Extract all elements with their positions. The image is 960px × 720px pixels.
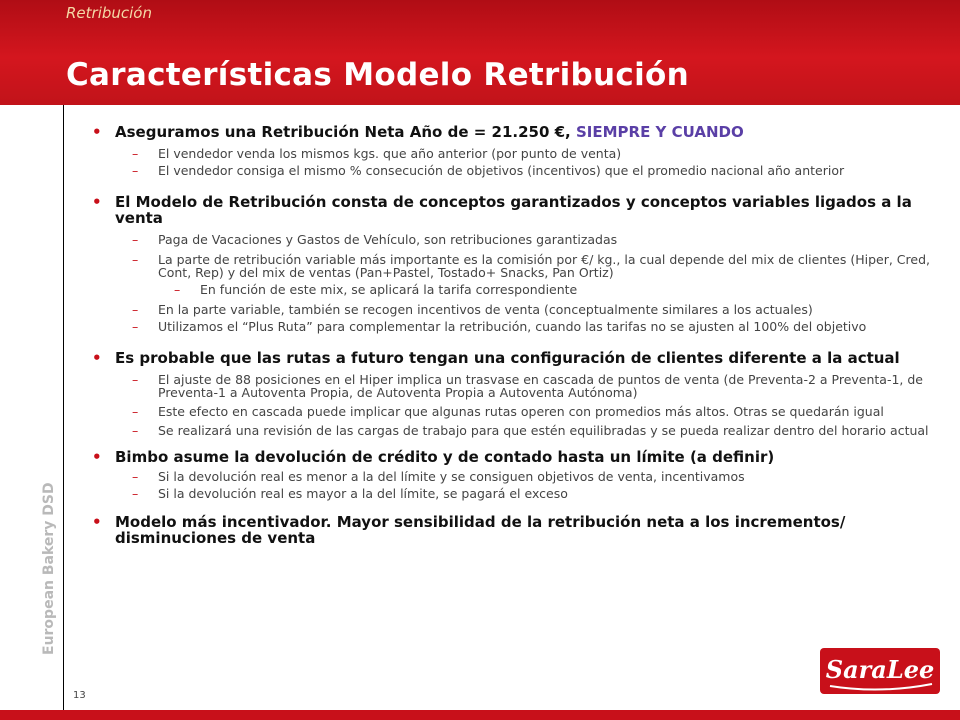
- sub-bullet: [92, 487, 948, 500]
- dash-marker: –: [132, 404, 139, 419]
- dash-marker: –: [132, 146, 139, 161]
- dash-marker: –: [132, 486, 139, 501]
- sub-bullet: [92, 303, 948, 316]
- dash-marker: –: [132, 319, 139, 334]
- dash-marker: –: [132, 423, 139, 438]
- sub-bullet-text: Este efecto en cascada puede implicar que algunas rutas operen con promedios más altos. Otras se quedarán igual: [158, 404, 884, 419]
- sub-bullet-text: En función de este mix, se aplicará la tarifa correspondiente: [200, 282, 578, 297]
- bullet-marker: •: [92, 123, 102, 141]
- sidebar-label: European Bakery DSD: [41, 482, 57, 655]
- bullet-rutas-futuro: [92, 350, 942, 366]
- sub-bullet: [92, 373, 948, 399]
- footer-bar: [0, 710, 960, 720]
- dash-marker: –: [132, 232, 139, 247]
- sub-bullet-text: El vendedor consiga el mismo % consecución de objetivos (incentivos) que el promedio nacional año anterior: [158, 163, 845, 178]
- sub-bullet: [92, 233, 948, 246]
- sub-bullet-text: Si la devolución real es menor a la del límite y se consiguen objetivos de venta, incentivamos: [158, 469, 745, 484]
- sub-bullet-text: El vendedor venda los mismos kgs. que año anterior (por punto de venta): [158, 146, 622, 161]
- bullet-highlight: SIEMPRE Y CUANDO: [575, 123, 744, 141]
- sub-sub-bullet: [92, 283, 940, 296]
- bullet-marker: •: [92, 349, 102, 367]
- sub-bullet-text: Utilizamos el “Plus Ruta” para complementar la retribución, cuando las tarifas no se ajusten al 100% del objetivo: [158, 319, 867, 334]
- sub-bullet: [92, 164, 948, 177]
- dash-marker: –: [132, 302, 139, 317]
- bullet-modelo-retribucion: [92, 194, 942, 226]
- bullet-devolucion: [92, 449, 942, 465]
- sub-bullet-text: Si la devolución real es mayor a la del límite, se pagará el exceso: [158, 486, 568, 501]
- dash-marker: –: [132, 469, 139, 484]
- bullet-text: Es probable que las rutas a futuro tengan una configuración de clientes diferente a la actual: [115, 349, 900, 367]
- dash-marker: –: [132, 372, 139, 387]
- page-number: 13: [73, 690, 86, 701]
- sub-bullet-text: La parte de retribución variable más importante es la comisión por €/ kg., la cual depende del mix de clientes (Hiper, Cred, Cont, Rep) y del mix de ventas (Pan+Pastel, Tostado+ Snacks, Pan Ortiz): [158, 252, 930, 280]
- sidebar-divider: [63, 105, 64, 710]
- dash-marker: –: [132, 252, 139, 267]
- page-title: Características Modelo Retribución: [66, 57, 689, 93]
- dash-marker: –: [174, 282, 181, 297]
- logo-text: SaraLee: [825, 655, 935, 684]
- sub-bullet: [92, 320, 948, 333]
- bullet-text: Aseguramos una Retribución Neta Año de = 21.250 €,: [115, 123, 576, 141]
- sub-bullet-text: Paga de Vacaciones y Gastos de Vehículo, son retribuciones garantizadas: [158, 232, 618, 247]
- sub-bullet: [92, 147, 948, 160]
- bullet-text: Modelo más incentivador. Mayor sensibilidad de la retribución neta a los incrementos/ disminuciones de venta: [115, 513, 846, 547]
- section-label: Retribución: [66, 4, 152, 22]
- sub-bullet: [92, 424, 948, 437]
- bullet-marker: •: [92, 193, 102, 211]
- bullet-retribucion-neta: [92, 124, 942, 140]
- sub-bullet-text: Se realizará una revisión de las cargas de trabajo para que estén equilibradas y se pueda realizar dentro del horario actual: [158, 423, 929, 438]
- sub-bullet: [92, 253, 948, 279]
- sub-bullet: [92, 405, 948, 418]
- saralee-logo: [820, 648, 940, 694]
- bullet-text: El Modelo de Retribución consta de conceptos garantizados y conceptos variables ligados a la venta: [115, 193, 912, 227]
- sub-bullet-text: El ajuste de 88 posiciones en el Hiper implica un trasvase en cascada de puntos de venta (de Preventa-2 a Preventa-1, de Preventa-1 a Autoventa Propia, de Autoventa Propia a Autoventa Autónoma): [158, 372, 924, 400]
- bullet-marker: •: [92, 513, 102, 531]
- sub-bullet: [92, 470, 948, 483]
- bullet-marker: •: [92, 448, 102, 466]
- bullet-text: Bimbo asume la devolución de crédito y de contado hasta un límite (a definir): [115, 448, 775, 466]
- sub-bullet-text: En la parte variable, también se recogen incentivos de venta (conceptualmente similares a los actuales): [158, 302, 813, 317]
- bullet-modelo-incentivador: [92, 514, 942, 546]
- header-banner: [0, 0, 960, 105]
- dash-marker: –: [132, 163, 139, 178]
- slide-content: [92, 124, 942, 546]
